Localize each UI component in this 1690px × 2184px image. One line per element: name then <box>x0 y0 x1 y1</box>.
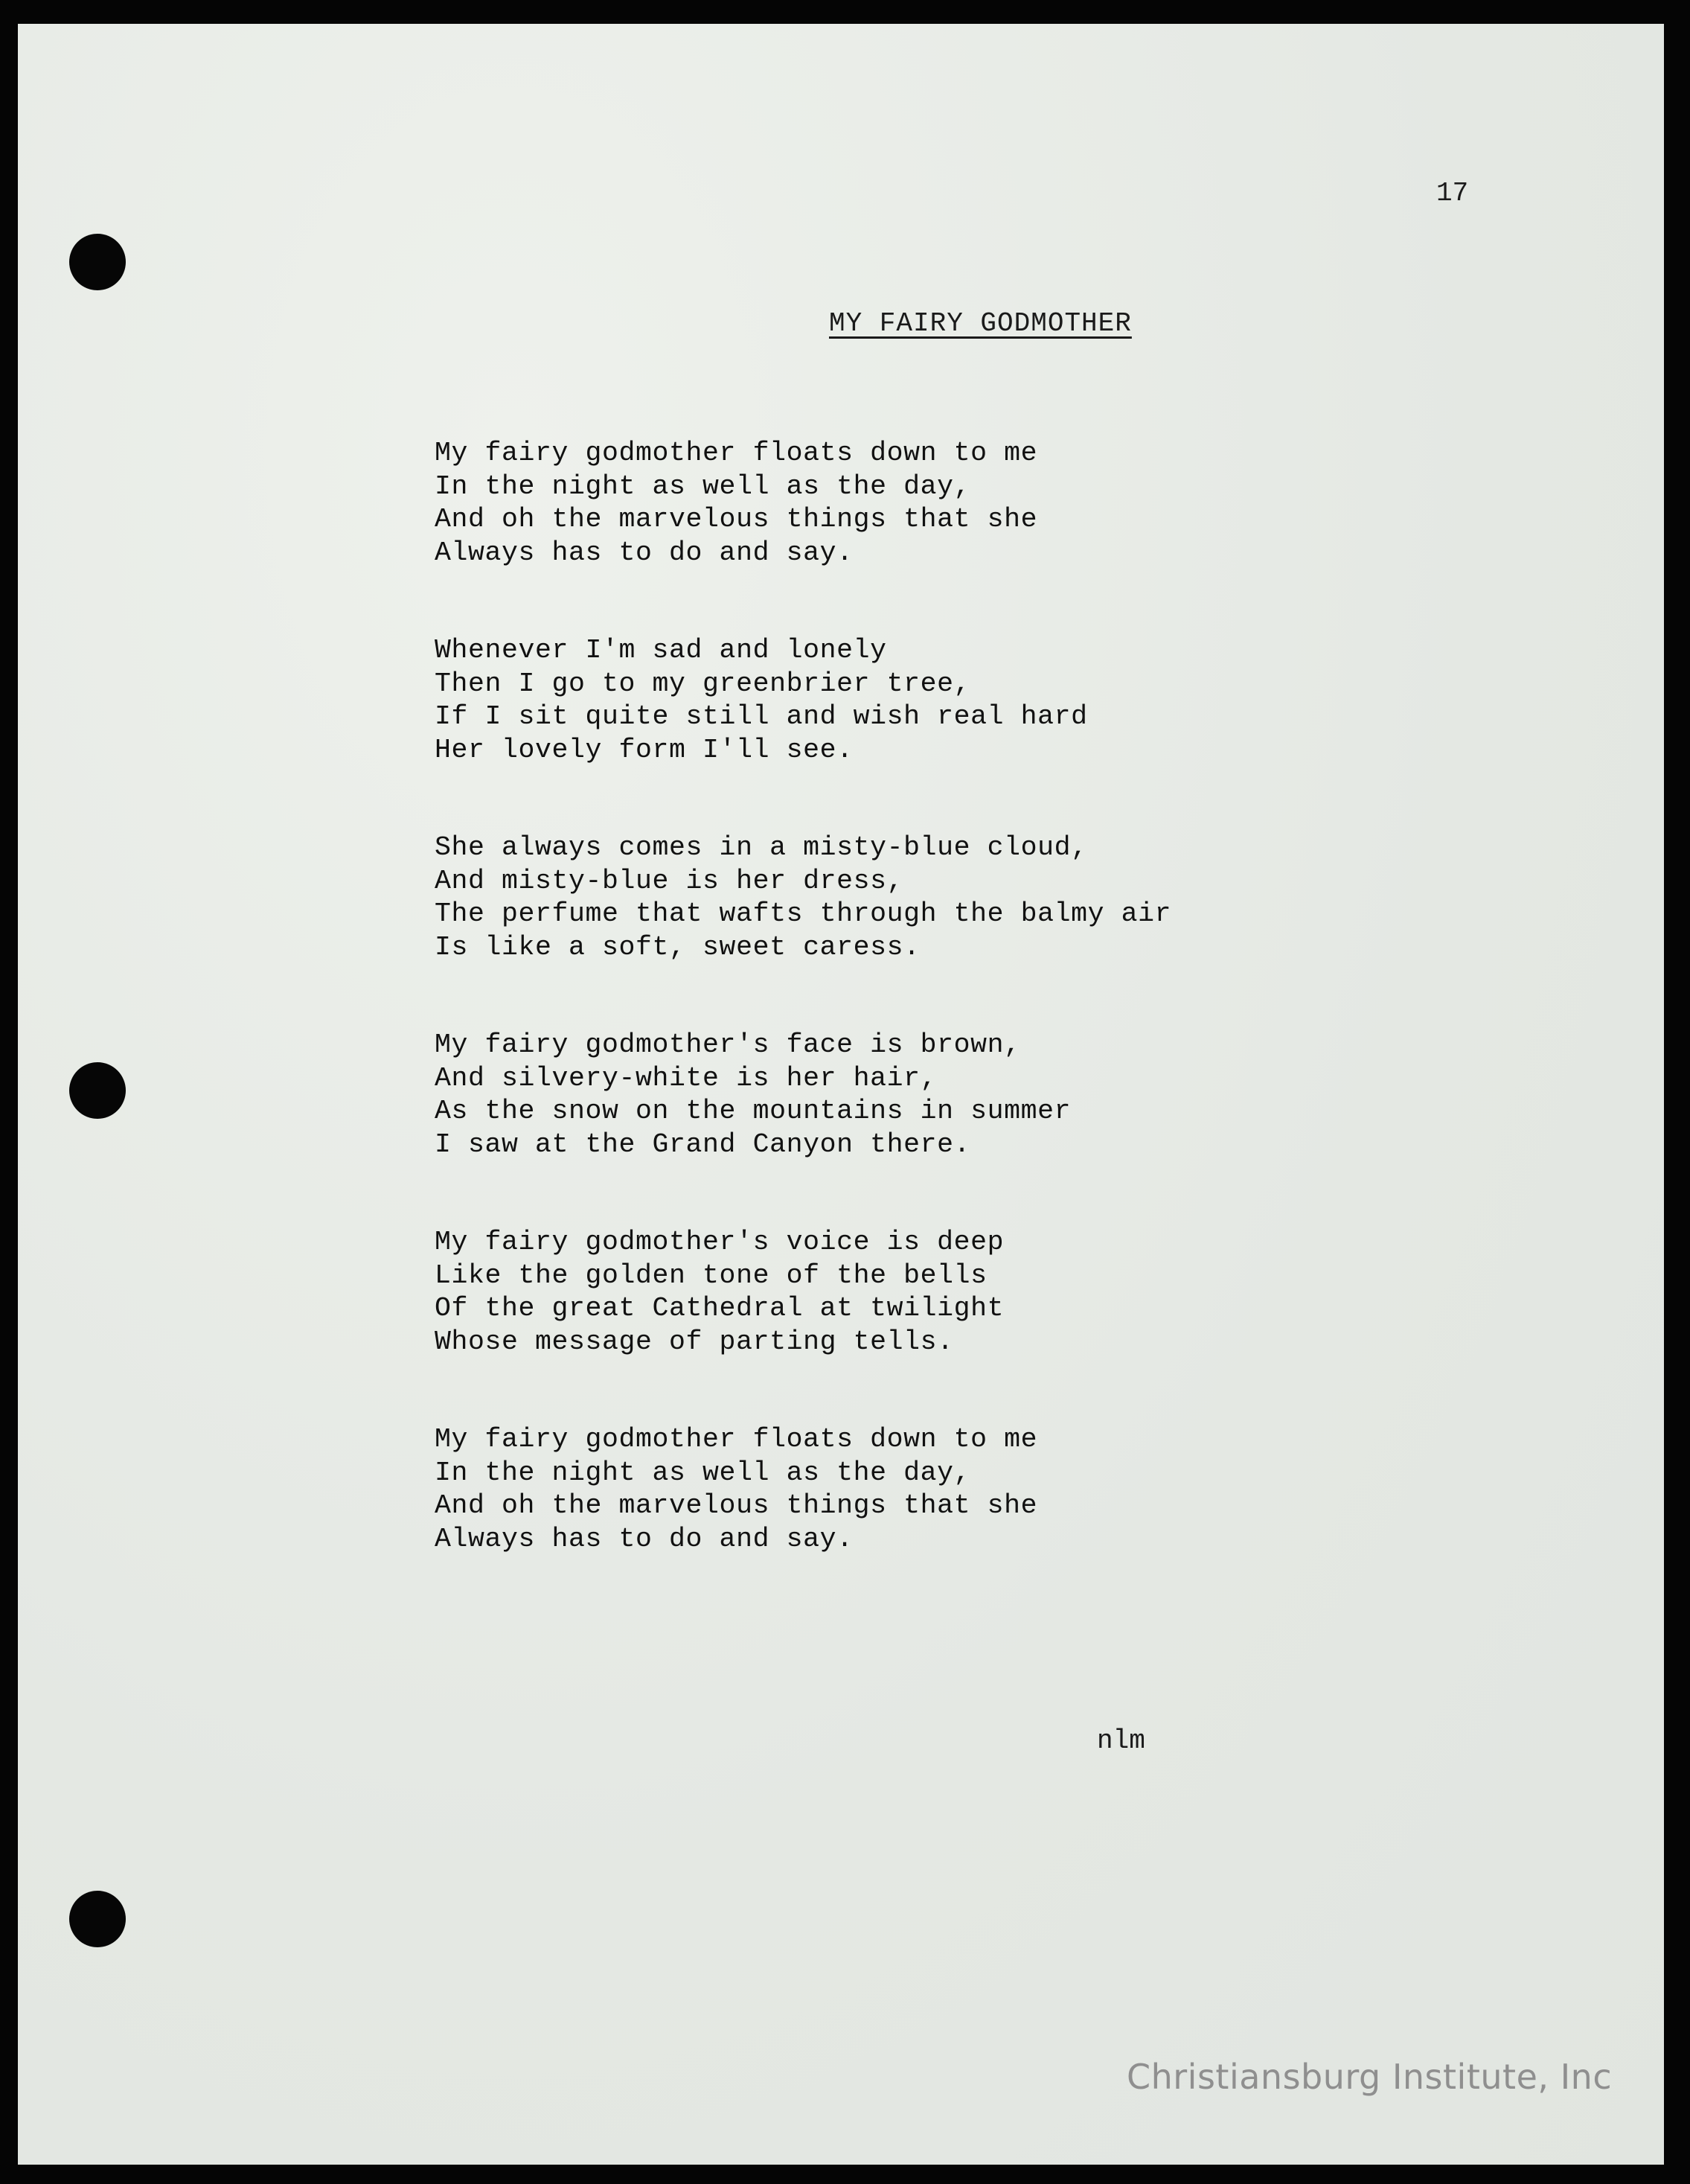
stanza <box>435 831 1402 964</box>
poem-line: The perfume that wafts through the balmy air <box>435 898 1172 929</box>
poem-title: MY FAIRY GODMOTHER <box>829 308 1132 339</box>
binder-hole-top <box>69 234 126 290</box>
poem-line: And misty-blue is her dress, <box>435 865 904 896</box>
poem-line: Whose message of parting tells. <box>435 1326 954 1357</box>
poem-line: Is like a soft, sweet caress. <box>435 931 921 962</box>
poem-line: I saw at the Grand Canyon there. <box>435 1128 971 1160</box>
binder-hole-bottom <box>69 1891 126 1947</box>
page-number: 17 <box>1436 178 1469 208</box>
poem-line: And oh the marvelous things that she <box>435 1490 1038 1521</box>
poem-line: Always has to do and say. <box>435 1523 854 1554</box>
poem-line: Her lovely form I'll see. <box>435 734 854 765</box>
stanza <box>435 1423 1402 1556</box>
poem-line: In the night as well as the day, <box>435 470 971 502</box>
poem-body <box>435 437 1402 1621</box>
poem-line: Of the great Cathedral at twilight <box>435 1293 1005 1324</box>
poem-line: And silvery-white is her hair, <box>435 1062 938 1093</box>
poem-line: In the night as well as the day, <box>435 1457 971 1488</box>
paper-sheet <box>18 24 1664 2165</box>
poem-line: If I sit quite still and wish real hard <box>435 701 1088 732</box>
stanza <box>435 437 1402 569</box>
poem-line: She always comes in a misty-blue cloud, <box>435 832 1088 863</box>
poem-line: Always has to do and say. <box>435 537 854 568</box>
poem-line: Whenever I'm sad and lonely <box>435 635 887 665</box>
poem-line: As the snow on the mountains in summer <box>435 1096 1072 1126</box>
poem-line: Like the golden tone of the bells <box>435 1259 988 1291</box>
stanza <box>435 634 1402 767</box>
poem-line: My fairy godmother floats down to me <box>435 1424 1038 1455</box>
poem-line: My fairy godmother's face is brown, <box>435 1029 1021 1060</box>
stanza <box>435 1226 1402 1358</box>
stanza <box>435 1029 1402 1161</box>
poem-line: And oh the marvelous things that she <box>435 504 1038 534</box>
archive-watermark: Christiansburg Institute, Inc <box>1127 2057 1613 2097</box>
poem-line: My fairy godmother's voice is deep <box>435 1227 1005 1257</box>
poem-line: My fairy godmother floats down to me <box>435 438 1038 468</box>
author-initials: nlm <box>1097 1725 1145 1756</box>
poem-line: Then I go to my greenbrier tree, <box>435 668 971 699</box>
binder-hole-middle <box>69 1062 126 1119</box>
